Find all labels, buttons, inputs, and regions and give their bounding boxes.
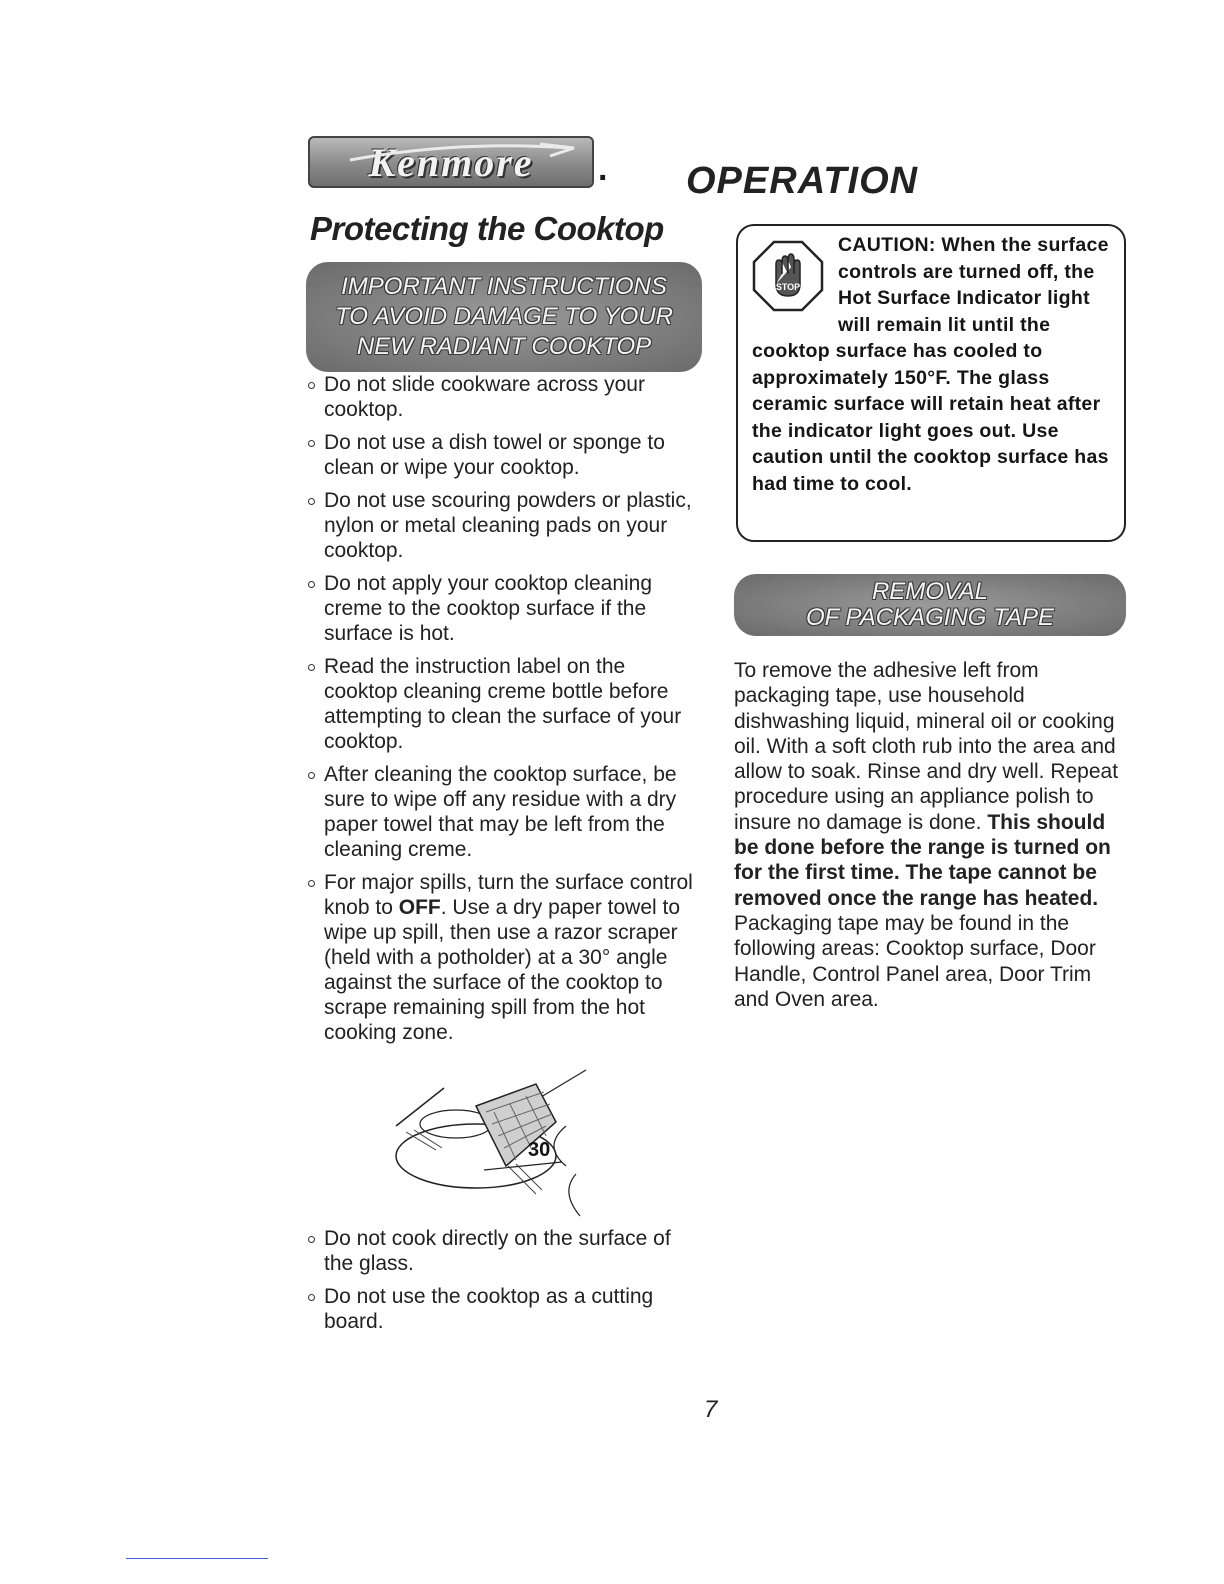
list-item: Read the instruction label on the cooktop cleaning creme bottle before attempting to clean the surface of your cooktop. xyxy=(306,654,696,754)
brand-name: Kenmore xyxy=(368,139,534,185)
removal-text-start: To remove the adhesive left from packaging tape, use household dishwashing liquid, mineral oil or cooking oil. With a soft cloth rub into the area and allow to soak. Rinse and dry well. Repeat procedure using an appliance polish to insure no damage is done. xyxy=(734,659,1119,834)
cooktop-care-list xyxy=(306,372,696,1053)
section-title: OPERATION xyxy=(686,160,919,202)
angle-label: 30 xyxy=(528,1139,551,1161)
logo-swoosh-icon xyxy=(340,142,580,162)
spills-text-start: For major spills, turn the surface control knob to xyxy=(324,871,693,919)
removal-packaging-tape-banner xyxy=(734,574,1126,636)
page-number: 7 xyxy=(704,1396,718,1423)
scraper-illustration xyxy=(366,1066,596,1224)
list-item: Do not use a dish towel or sponge to clean or wipe your cooktop. xyxy=(306,430,696,480)
list-item: Do not slide cookware across your cooktop. xyxy=(306,372,696,422)
removal-paragraph xyxy=(734,658,1128,1012)
banner-line: IMPORTANT INSTRUCTIONS xyxy=(341,273,667,300)
off-keyword: OFF xyxy=(398,896,441,919)
caution-text: CAUTION: When the surface controls are turned off, the Hot Surface Indicator light will remain lit until the cooktop surface has cooled to approximately 150°F. The glass ceramic surface will retain heat after the indicator light goes out. Use caution until the cooktop surface has had time to cool. xyxy=(752,234,1109,495)
important-instructions-banner xyxy=(306,262,702,372)
stop-label: STOP xyxy=(775,282,801,292)
banner-line: OF PACKAGING TAPE xyxy=(805,604,1055,631)
list-item: Do not cook directly on the surface of the glass. xyxy=(306,1226,696,1276)
banner-line: REMOVAL xyxy=(871,578,989,605)
list-item: Do not use the cooktop as a cutting board. xyxy=(306,1284,696,1334)
cooktop-usage-list xyxy=(306,1226,696,1342)
list-item: After cleaning the cooktop surface, be sure to wipe off any residue with a dry paper towel that may be left from the cleaning creme. xyxy=(306,762,696,862)
spills-text-end: . Use a dry paper towel to wipe up spill, then use a razor scraper (held with a potholder) at a 30° angle against the surface of the cooktop to scrape remaining spill from the hot cooking zone. xyxy=(324,896,681,1044)
logo-trademark-dot: . xyxy=(598,150,608,188)
removal-warning: This should be done before the range is turned on for the first time. The tape cannot be removed once the range has heated. xyxy=(734,810,1111,910)
banner-line: NEW RADIANT COOKTOP xyxy=(356,333,652,360)
banner-line: TO AVOID DAMAGE TO YOUR xyxy=(335,303,673,330)
list-item: Do not use scouring powders or plastic, nylon or metal cleaning pads on your cooktop. xyxy=(306,488,696,563)
removal-text-end: Packaging tape may be found in the following areas: Cooktop surface, Door Handle, Control Panel area, Door Trim and Oven area. xyxy=(734,911,1096,1011)
footer-divider xyxy=(126,1558,268,1559)
caution-text-block xyxy=(752,232,1114,497)
caution-box xyxy=(736,224,1126,542)
page-subtitle: Protecting the Cooktop xyxy=(310,210,664,247)
kenmore-logo xyxy=(308,136,594,188)
list-item-spills xyxy=(306,870,696,1045)
list-item: Do not apply your cooktop cleaning creme to the cooktop surface if the surface is hot. xyxy=(306,571,696,646)
